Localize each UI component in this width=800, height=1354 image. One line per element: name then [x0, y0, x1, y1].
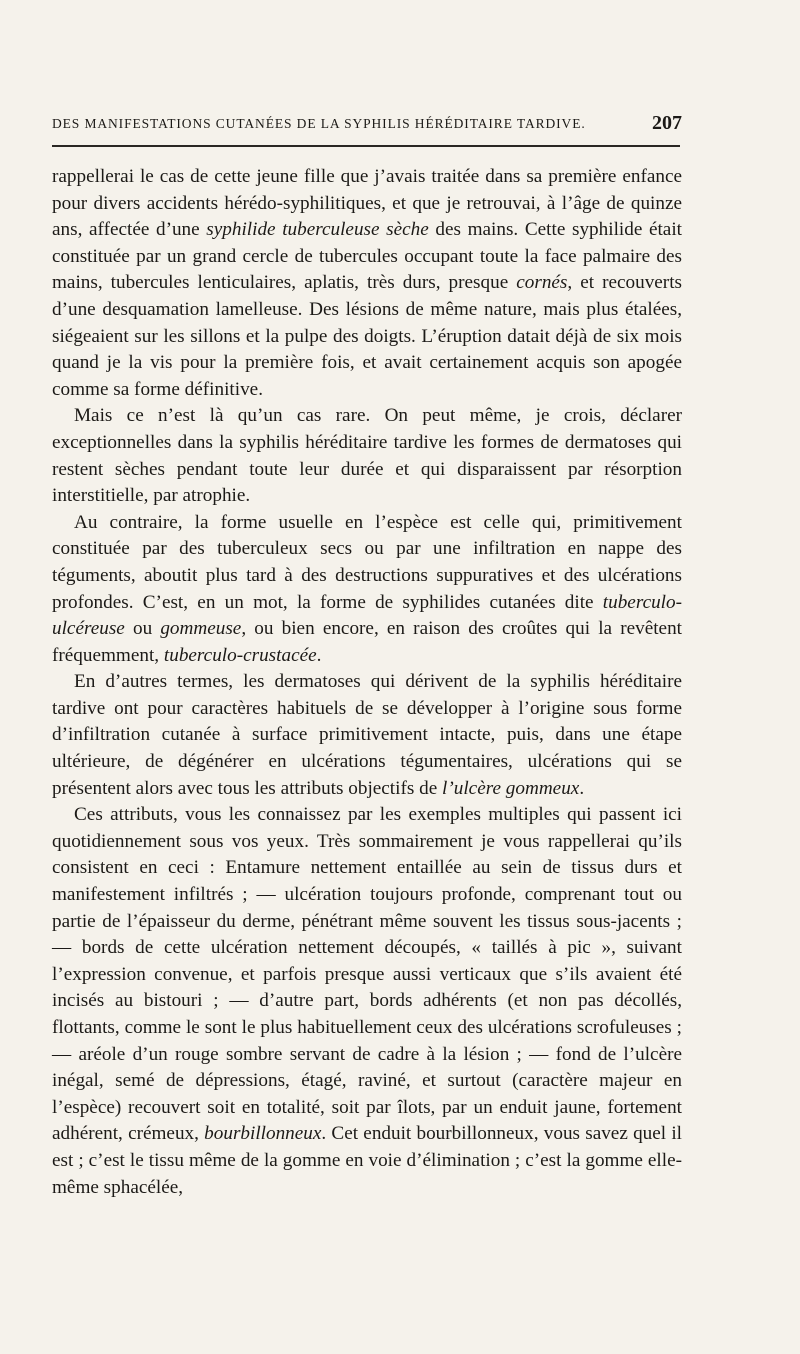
text-run: Mais ce n’est là qu’un cas rare. On peut même, je crois, déclarer exceptionnelles dans la syphilis héréditaire tardive les formes de dermatoses qui restent sèches pendant toute leur durée et qui disparaissent par résorption interstitielle, par atrophie. [52, 405, 682, 507]
running-title: DES MANIFESTATIONS CUTANÉES DE LA SYPHILIS HÉRÉDITAIRE TARDIVE. [52, 116, 586, 131]
text-run: Au contraire, la forme usuelle en l’espèce est celle qui, primitivement constituée par des tuberculeux secs ou par une infiltration en nappe des téguments, aboutit plus tard à des destructions suppuratives et des ulcérations profondes. C’est, en un mot, la forme de syphilides cutanées dite [52, 511, 682, 613]
text-run: En d’autres termes, les dermatoses qui dérivent de la syphilis héréditaire tardive ont pour caractères habituels de se développer à l’origine sous forme d’infiltration cutanée à surface primitivement intacte, puis, dans une étape ultérieure, de dégénérer en ulcérations tégumentaires, ulcérations qui se présentent alors avec tous les attributs objectifs de [52, 671, 682, 799]
paragraph [52, 802, 682, 1201]
text-run: , ou bien encore, en raison des croûtes qui la revêtent fréquemment, [52, 618, 682, 666]
italic-term: l’ulcère gommeux [442, 777, 580, 799]
text-run: . Cet enduit bourbillonneux, vous savez quel il est ; c’est le tissu même de la gomme en voie d’élimination ; c’est la gomme elle-même sphacélée, [52, 1123, 682, 1198]
paragraph [52, 403, 682, 509]
text-run: Ces attributs, vous les connaissez par les exemples multiples qui passent ici quotidiennement sous vos yeux. Très sommairement je vous rappellerai qu’ils consistent en ceci : Entamure nettement entaillée au sein de tissus durs et manifestement infiltrés ; — ulcération toujours profonde, comprenant tout ou partie de l’épaisseur du derme, pénétrant même souvent les tissus sous-jacents ; — bords de cette ulcération nettement découpés, « taillés à pic », suivant l’expression convenue, et parfois presque aussi verticaux que s’ils avaient été incisés au bistouri ; — d’autre part, bords adhérents (et non pas décollés, flottants, comme le sont le plus habituellement ceux des ulcérations scrofuleuses ; — aréole d’un rouge sombre servant de cadre à la lésion ; — fond de l’ulcère inégal, semé de dépressions, étagé, raviné, et surtout (caractère majeur en l’espèce) recouvert soit en totalité, soit par îlots, par un enduit jaune, fortement adhérent, crémeux, [52, 804, 682, 1145]
paragraph [52, 510, 682, 670]
running-header [52, 114, 682, 138]
text-run: . [579, 777, 585, 799]
italic-term: syphilide tuberculeuse sèche [206, 219, 429, 241]
text-run: rappellerai le cas de cette jeune fille que j’avais traitée dans sa première enfance pour divers accidents hérédo-syphilitiques, et que je retrouvai, à l’âge de quinze ans, affectée d’une [52, 166, 682, 241]
italic-term: cornés [516, 272, 568, 294]
header-rule [52, 145, 680, 147]
text-run: , et recouverts d’une desquamation lamelleuse. Des lésions de même nature, mais plus étalées, siégeaient sur les sillons et la pulpe des doigts. L’éruption datait déjà de six mois quand je la vis pour la première fois, et avait certainement acquis son apogée comme sa forme définitive. [52, 272, 682, 400]
paragraph [52, 669, 682, 802]
text-run: ou [124, 618, 161, 640]
page-number: 207 [652, 112, 682, 134]
paragraph [52, 164, 682, 403]
italic-term: tuberculo-crustacée [163, 644, 317, 666]
text-run: . [316, 644, 322, 666]
italic-term: gommeuse [160, 618, 242, 640]
italic-term: bourbillonneux [204, 1123, 322, 1145]
italic-term: tuberculo-ulcéreuse [52, 591, 682, 640]
body-text [52, 164, 682, 1201]
text-run: des mains. Cette syphilide était constituée par un grand cercle de tubercules occupant toute la face palmaire des mains, tubercules lenticulaires, aplatis, très durs, presque [52, 219, 682, 294]
